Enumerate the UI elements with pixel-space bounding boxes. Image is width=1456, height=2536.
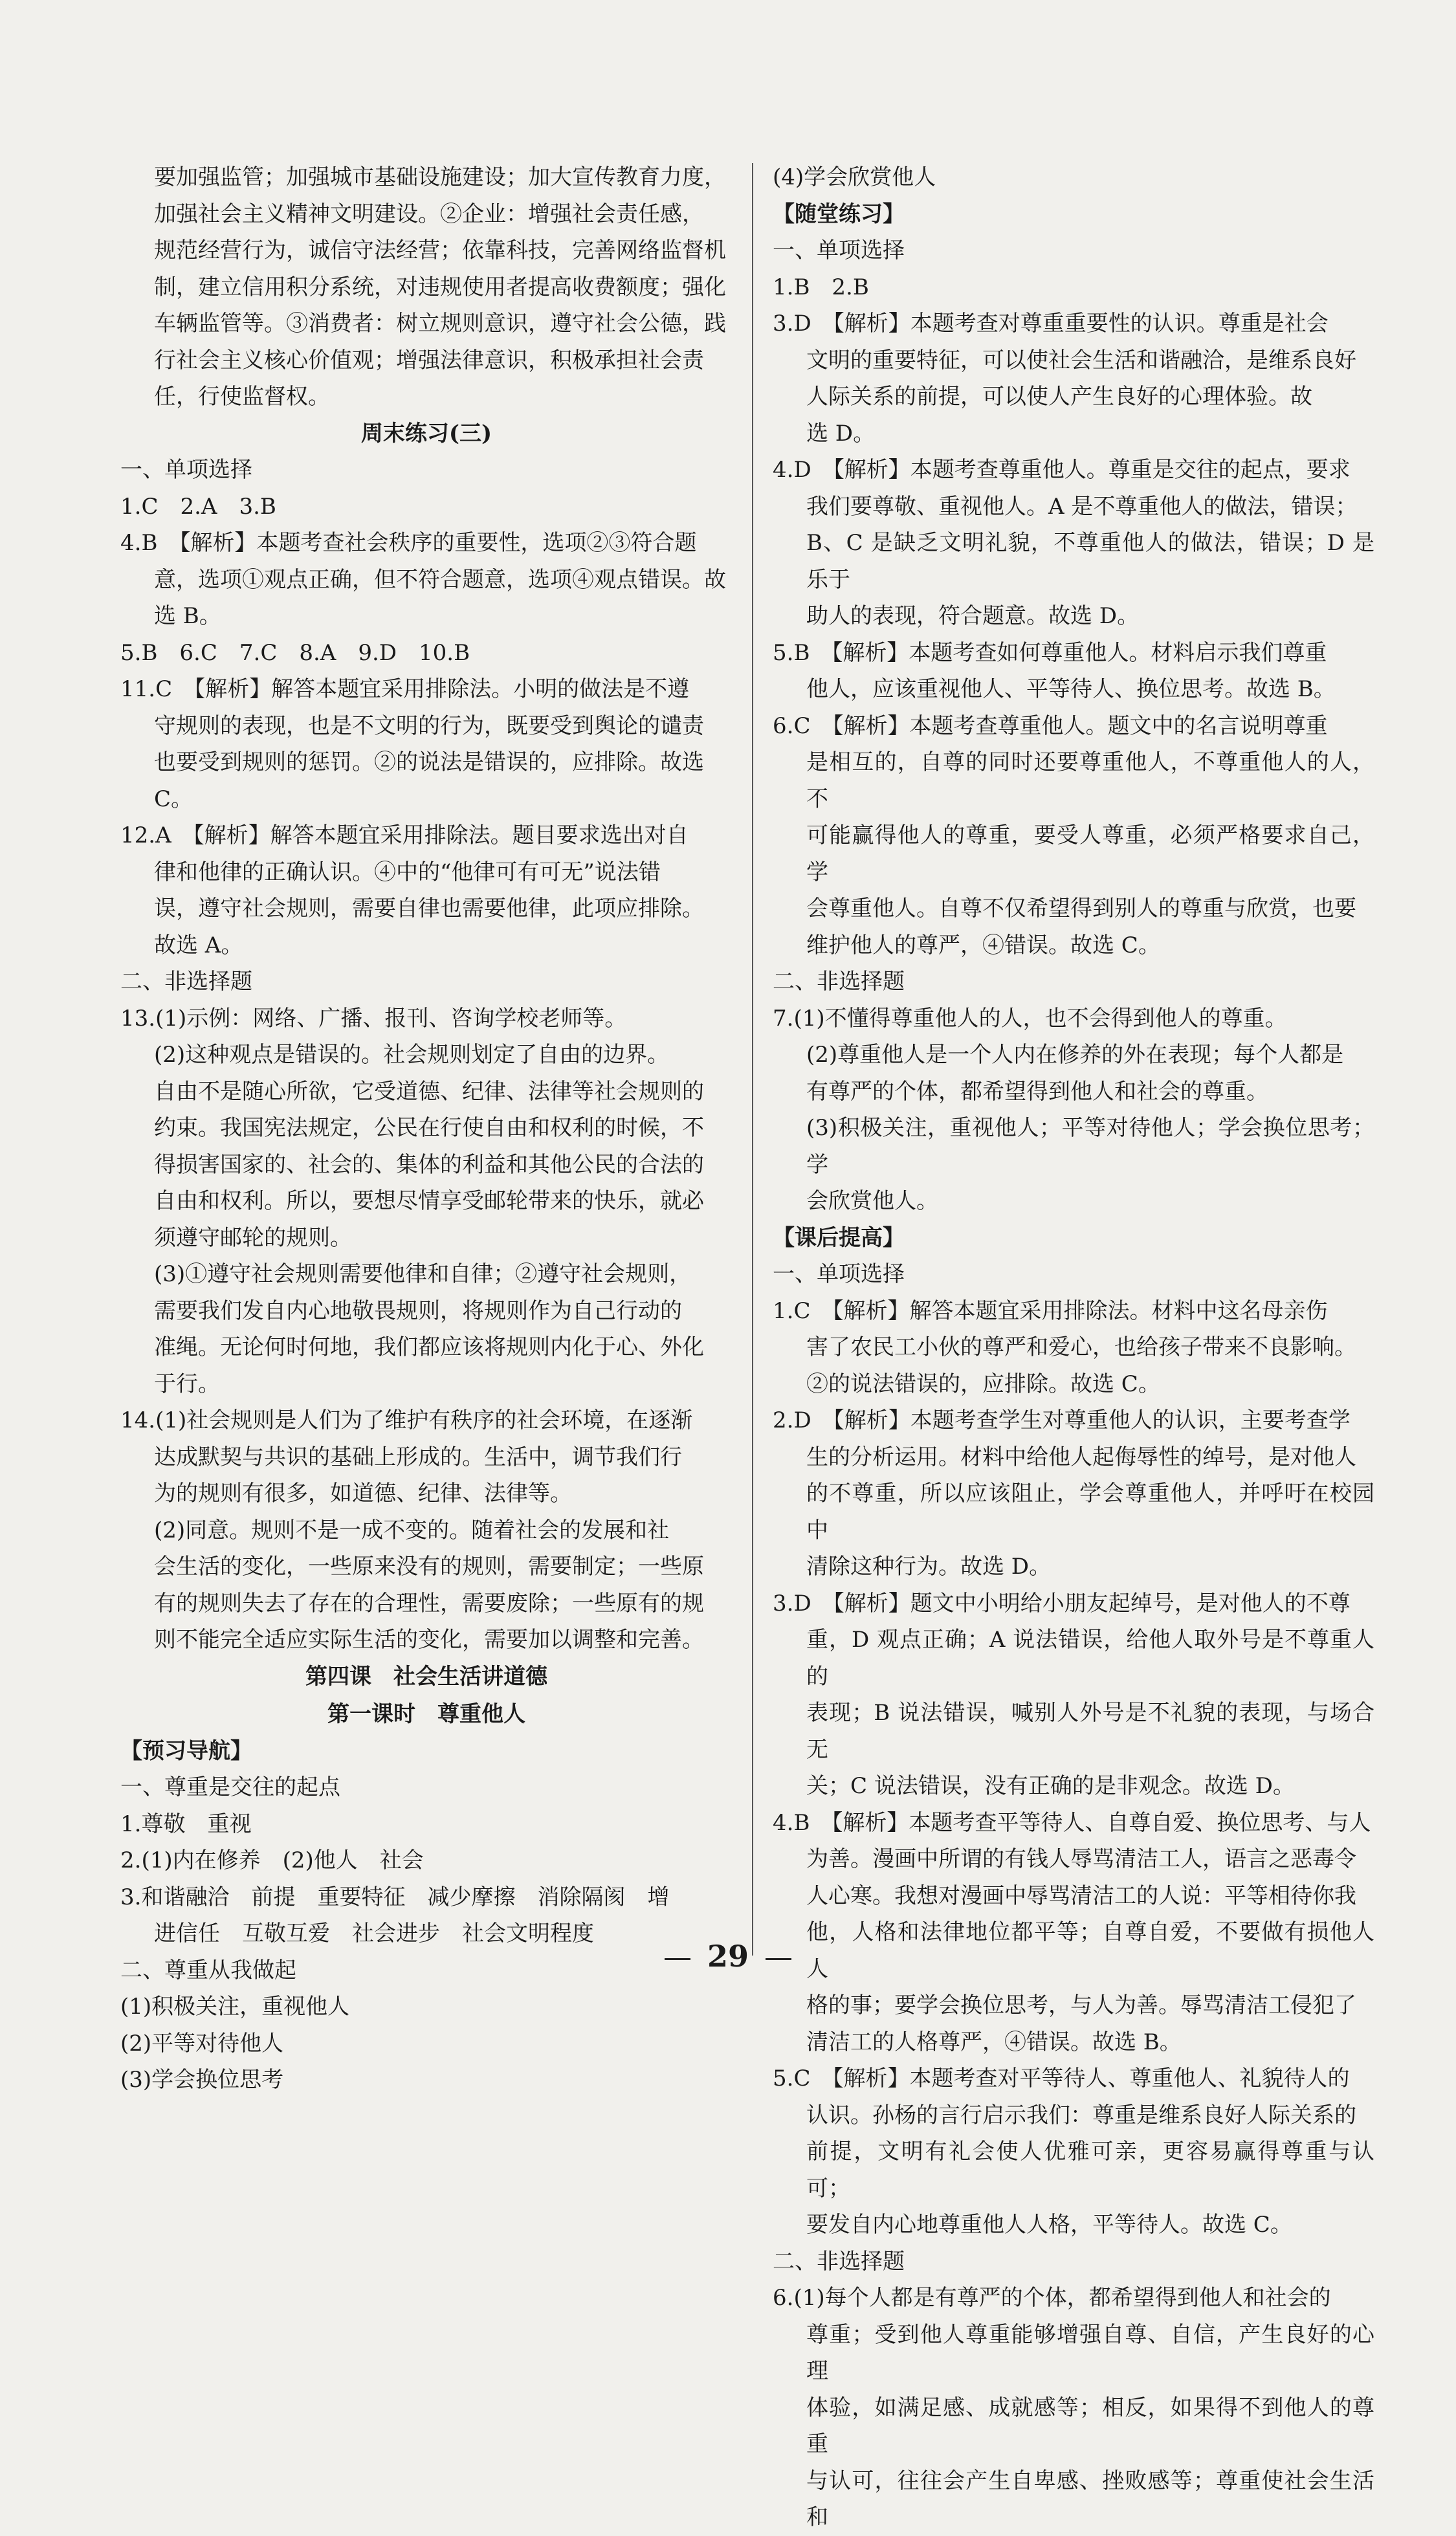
answer-line: 4.B 【解析】本题考查社会秩序的重要性，选项②③符合题 <box>120 530 697 556</box>
answer-line: (2)这种观点是错误的。社会规则划定了自由的边界。 <box>154 1042 670 1068</box>
right-column <box>773 159 1374 2536</box>
answer-line: 进信任 互敬互爱 社会进步 社会文明程度 <box>154 1921 594 1946</box>
answer-line: 意，选项①观点正确，但不符合题意，选项④观点错误。故 <box>154 566 726 593</box>
answer-line: 12.A 【解析】解答本题宜采用排除法。题目要求选出对自 <box>120 822 689 848</box>
answer-line: 体验，如满足感、成就感等；相反，如果得不到他人的尊重 <box>806 2394 1374 2457</box>
page-number-value: 29 <box>707 1939 749 1974</box>
answer-line: 他，人格和法律地位都平等；自尊自爱，不要做有损他人人 <box>806 1919 1374 1982</box>
answer-line: 2.(1)内在修养 (2)他人 社会 <box>120 1847 424 1873</box>
period-title: 第一课时 尊重他人 <box>327 1701 525 1727</box>
answer-line: 的不尊重，所以应该阻止，学会尊重他人，并呼吁在校园中 <box>806 1481 1374 1543</box>
page-number-dash <box>665 1958 690 1960</box>
answer-line: 有的规则失去了存在的合理性，需要废除；一些原有的规 <box>154 1590 704 1616</box>
answer-line: 得损害国家的、社会的、集体的利益和其他公民的合法的 <box>154 1151 704 1178</box>
answer-line: 5.B 6.C 7.C 8.A 9.D 10.B <box>120 639 470 666</box>
answer-line: 1.B 2.B <box>773 274 869 300</box>
intro-line: 要加强监管；加强城市基础设施建设；加大宣传教育力度， <box>154 164 726 190</box>
section-heading: 一、单项选择 <box>773 237 905 263</box>
answer-line: 3.和谐融洽 前提 重要特征 减少摩擦 消除隔阂 增 <box>120 1884 670 1910</box>
answer-line: 7.(1)不懂得尊重他人的人，也不会得到他人的尊重。 <box>773 1005 1287 1031</box>
answer-line: ②的说法错误的，应排除。故选 C。 <box>806 1371 1160 1397</box>
answer-line: 清除这种行为。故选 D。 <box>806 1554 1052 1580</box>
answer-line: 他人，应该重视他人、平等待人、换位思考。故选 B。 <box>806 676 1336 702</box>
answer-line: 害了农民工小伙的尊严和爱心，也给孩子带来不良影响。 <box>806 1334 1356 1360</box>
answer-line: 有尊严的个体，都希望得到他人和社会的尊重。 <box>806 1078 1268 1105</box>
answer-line: 故选 A。 <box>154 932 243 958</box>
answer-line: 约束。我国宪法规定，公民在行使自由和权利的时候，不 <box>154 1115 704 1141</box>
intro-line: 行社会主义核心价值观；增强法律意识，积极承担社会责 <box>154 347 704 373</box>
answer-line: 关；C 说法错误，没有正确的是非观念。故选 D。 <box>806 1773 1295 1799</box>
page-number <box>0 1939 1456 1974</box>
answer-line: 会欣赏他人。 <box>806 1188 938 1214</box>
section-heading: 一、单项选择 <box>120 457 252 483</box>
answer-line: 清洁工的人格尊严，④错误。故选 B。 <box>806 2029 1182 2055</box>
section-heading: 二、非选择题 <box>773 2248 905 2275</box>
answer-line: 律和他律的正确认识。④中的“他律可有可无”说法错 <box>154 859 661 885</box>
page-number-dash <box>766 1958 791 1960</box>
intro-line: 加强社会主义精神文明建设。②企业：增强社会责任感， <box>154 201 704 227</box>
intro-line: 任，行使监督权。 <box>154 384 330 410</box>
intro-line: 车辆监管等。③消费者：树立规则意识，遵守社会公德，践 <box>154 311 726 336</box>
answer-line: 生的分析运用。材料中给他人起侮辱性的绰号，是对他人 <box>806 1444 1356 1470</box>
answer-line: (3)①遵守社会规则需要他律和自律；②遵守社会规则， <box>154 1261 692 1287</box>
answer-line: 重，D 观点正确；A 说法错误，给他人取外号是不尊重人的 <box>806 1627 1374 1690</box>
answer-line: 4.B 【解析】本题考查平等待人、自尊自爱、换位思考、与人 <box>773 1809 1371 1836</box>
answer-line: 则不能完全适应实际生活的变化，需要加以调整和完善。 <box>154 1627 704 1653</box>
answer-line: 1.C 【解析】解答本题宜采用排除法。材料中这名母亲伤 <box>773 1297 1328 1324</box>
answer-line: 13.(1)示例：网络、广播、报刊、咨询学校老师等。 <box>120 1005 627 1031</box>
answer-line: (3)积极关注，重视他人；平等对待他人；学会换位思考；学 <box>806 1115 1374 1178</box>
answer-line: 前提，文明有礼会使人优雅可亲，更容易赢得尊重与认可； <box>806 2139 1374 2201</box>
column-divider <box>752 163 753 1956</box>
answer-line: 为善。漫画中所谓的有钱人辱骂清洁工人，语言之恶毒令 <box>806 1846 1356 1872</box>
after-class-tag: 【课后提高】 <box>773 1224 905 1251</box>
left-column <box>120 159 733 2099</box>
answer-line: 我们要尊敬、重视他人。A 是不尊重他人的做法，错误； <box>806 493 1358 520</box>
section-heading: 二、非选择题 <box>773 969 905 995</box>
answer-line: 14.(1)社会规则是人们为了维护有秩序的社会环境，在逐渐 <box>120 1407 693 1433</box>
answer-line: 要发自内心地尊重他人人格，平等待人。故选 C。 <box>806 2212 1292 2238</box>
answer-line: 助人的表现，符合题意。故选 D。 <box>806 603 1140 629</box>
answer-line: 认识。孙杨的言行启示我们：尊重是维系良好人际关系的 <box>806 2102 1356 2128</box>
answer-line: 是相互的，自尊的同时还要尊重他人，不尊重他人的人，不 <box>806 749 1374 812</box>
answer-line: 与认可，往往会产生自卑感、挫败感等；尊重使社会生活和 <box>806 2467 1374 2530</box>
answer-line: 11.C 【解析】解答本题宜采用排除法。小明的做法是不遵 <box>120 676 690 702</box>
answer-line: 准绳。无论何时何地，我们都应该将规则内化于心、外化 <box>154 1334 704 1360</box>
answer-line: 达成默契与共识的基础上形成的。生活中，调节我们行 <box>154 1444 682 1470</box>
answer-line: (3)学会换位思考 <box>120 2067 284 2093</box>
section-heading: 一、单项选择 <box>773 1261 905 1287</box>
answer-line: 3.D 【解析】本题考查对尊重重要性的认识。尊重是社会 <box>773 311 1329 336</box>
section-heading: 一、尊重是交往的起点 <box>120 1774 340 1800</box>
answer-line: 人心寒。我想对漫画中辱骂清洁工的人说：平等相待你我 <box>806 1882 1356 1909</box>
intro-line: 规范经营行为，诚信守法经营；依靠科技，完善网络监督机 <box>154 237 726 263</box>
answer-line: 守规则的表现，也是不文明的行为，既要受到舆论的谴责 <box>154 712 704 739</box>
answer-line: 人际关系的前提，可以使人产生良好的心理体验。故 <box>806 384 1312 410</box>
lesson-title: 第四课 社会生活讲道德 <box>305 1663 547 1690</box>
answer-line: 须遵守邮轮的规则。 <box>154 1224 352 1251</box>
answer-line: 格的事；要学会换位思考，与人为善。辱骂清洁工侵犯了 <box>806 1992 1356 2018</box>
answer-line: 6.C 【解析】本题考查尊重他人。题文中的名言说明尊重 <box>773 712 1328 739</box>
in-class-practice-tag: 【随堂练习】 <box>773 201 905 227</box>
answer-line: 5.B 【解析】本题考查如何尊重他人。材料启示我们尊重 <box>773 639 1327 666</box>
answer-line: 为的规则有很多，如道德、纪律、法律等。 <box>154 1481 572 1506</box>
answer-line: 2.D 【解析】本题考查学生对尊重他人的认识，主要考查学 <box>773 1407 1351 1433</box>
answer-line: 需要我们发自内心地敬畏规则，将规则作为自己行动的 <box>154 1297 682 1324</box>
section-heading: 二、尊重从我做起 <box>120 1957 296 1983</box>
answer-line: 尊重；受到他人尊重能够增强自尊、自信，产生良好的心理 <box>806 2321 1374 2384</box>
answer-line: 自由和权利。所以，要想尽情享受邮轮带来的快乐，就必 <box>154 1188 704 1214</box>
answer-line: 误，遵守社会规则，需要自律也需要他律，此项应排除。 <box>154 896 704 921</box>
answer-line: (4)学会欣赏他人 <box>773 164 936 190</box>
answer-line: B、C 是缺乏文明礼貌，不尊重他人的做法，错误；D 是乐于 <box>806 530 1374 593</box>
section-heading: 二、非选择题 <box>120 969 252 995</box>
answer-line: (2)尊重他人是一个人内在修养的外在表现；每个人都是 <box>806 1042 1344 1068</box>
answer-line: 3.D 【解析】题文中小明给小朋友起绰号，是对他人的不尊 <box>773 1590 1351 1616</box>
answer-line: 会尊重他人。自尊不仅希望得到别人的尊重与欣赏，也要 <box>806 896 1356 921</box>
answer-line: (1)积极关注，重视他人 <box>120 1994 350 2020</box>
answer-line: 会生活的变化，一些原来没有的规则，需要制定；一些原 <box>154 1554 704 1580</box>
answer-line: 可能赢得他人的尊重，要受人尊重，必须严格要求自己，学 <box>806 822 1374 885</box>
intro-line: 制，建立信用积分系统，对违规使用者提高收费额度；强化 <box>154 274 726 300</box>
answer-line: 文明的重要特征，可以使社会生活和谐融洽，是维系良好 <box>806 347 1356 373</box>
answer-line: (2)平等对待他人 <box>120 2030 284 2056</box>
answer-line: 1.C 2.A 3.B <box>120 493 276 520</box>
answer-line: 表现；B 说法错误，喊别人外号是不礼貌的表现，与场合无 <box>806 1700 1374 1763</box>
answer-line: 自由不是随心所欲，它受道德、纪律、法律等社会规则的 <box>154 1078 704 1105</box>
answer-line: 6.(1)每个人都是有尊严的个体，都希望得到他人和社会的 <box>773 2285 1331 2311</box>
answer-line: 选 B。 <box>154 603 221 629</box>
answer-line: C。 <box>154 786 193 812</box>
preview-section-tag: 【预习导航】 <box>120 1737 252 1764</box>
weekly-exercise-title: 周末练习(三) <box>360 420 492 447</box>
answer-line: 1.尊敬 重视 <box>120 1811 252 1837</box>
answer-line: 5.C 【解析】本题考查对平等待人、尊重他人、礼貌待人的 <box>773 2066 1350 2091</box>
answer-line: 维护他人的尊严，④错误。故选 C。 <box>806 932 1160 958</box>
answer-line: 于行。 <box>154 1371 220 1397</box>
answer-line: (2)同意。规则不是一成不变的。随着社会的发展和社 <box>154 1517 670 1543</box>
answer-line: 选 D。 <box>806 420 876 447</box>
answer-line: 4.D 【解析】本题考查尊重他人。尊重是交往的起点，要求 <box>773 457 1351 483</box>
answer-line: 也要受到规则的惩罚。②的说法是错误的，应排除。故选 <box>154 749 704 775</box>
